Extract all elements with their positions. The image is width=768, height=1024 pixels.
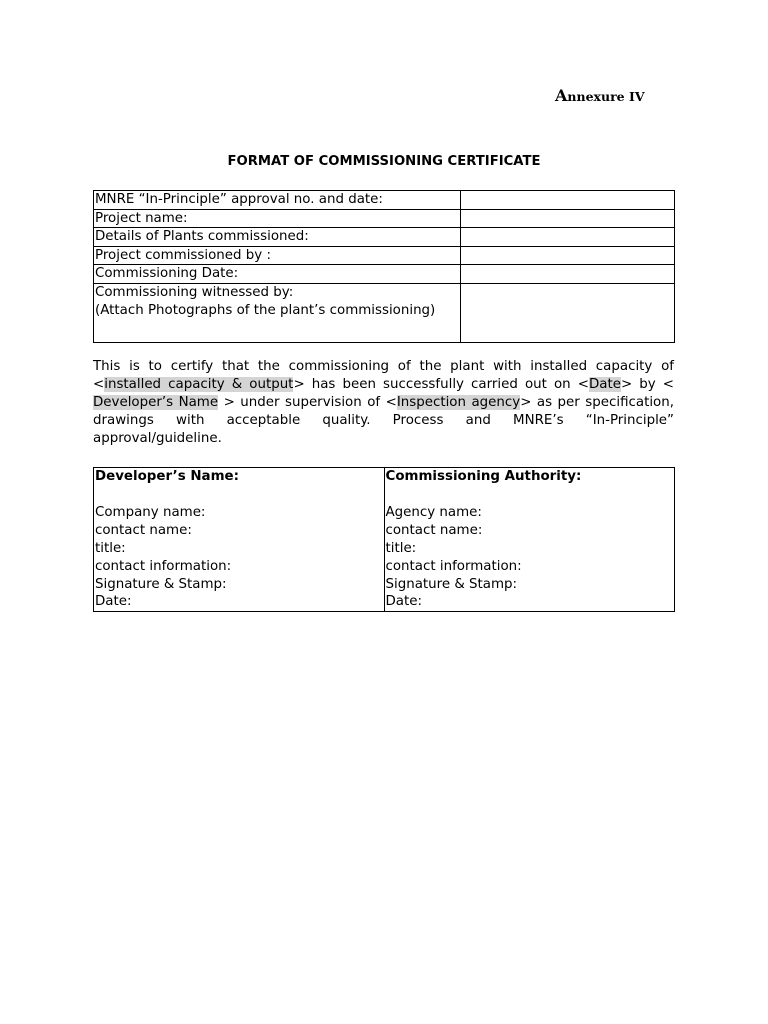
authority-heading: Commissioning Authority: <box>385 469 582 484</box>
plant-details-value-cell[interactable] <box>461 228 675 247</box>
cert-text-2: > has been successfully carried out on < <box>293 376 589 392</box>
approval-label: MNRE “In-Principle” approval no. and date: <box>94 191 461 210</box>
commissioning-date-value-cell[interactable] <box>461 265 675 284</box>
table-row <box>94 468 675 612</box>
field-inspection-agency[interactable]: Inspection agency <box>396 394 521 410</box>
authority-title-label: title: <box>385 540 417 556</box>
witness-label: Commissioning witnessed by: <box>95 284 294 300</box>
approval-value-cell[interactable] <box>461 191 675 210</box>
authority-contact-info-label: contact information: <box>385 558 522 574</box>
certification-paragraph <box>93 358 674 448</box>
annexure-rest: nnexure IV <box>567 89 645 104</box>
table-row <box>94 265 675 284</box>
developer-company-label: Company name: <box>95 504 206 520</box>
table-row <box>94 191 675 210</box>
project-name-label: Project name: <box>94 209 461 228</box>
developer-contact-label: contact name: <box>95 522 192 538</box>
details-table <box>93 190 675 343</box>
commissioned-by-value-cell[interactable] <box>461 246 675 265</box>
cert-text-3: > by < <box>620 376 674 392</box>
witness-value-cell[interactable] <box>461 283 675 342</box>
cert-text-4: > under supervision of < <box>218 394 397 410</box>
authority-cell[interactable] <box>384 468 675 612</box>
plant-details-label: Details of Plants commissioned: <box>94 228 461 247</box>
table-row <box>94 209 675 228</box>
table-row <box>94 283 675 342</box>
field-date[interactable]: Date <box>588 376 621 392</box>
developer-heading: Developer’s Name: <box>95 469 239 484</box>
signature-table <box>93 467 675 612</box>
table-row <box>94 246 675 265</box>
developer-cell[interactable] <box>94 468 385 612</box>
annexure-first-letter: A <box>555 86 568 105</box>
cert-text-1: This is to certify that the commissioning of the plant with installed capacity of < <box>93 359 674 392</box>
cert-text-5: > as per specification, drawings with acceptable quality. Process and MNRE’s “In-Principle” approval/guideline. <box>93 394 674 446</box>
developer-contact-info-label: contact information: <box>95 558 232 574</box>
developer-title-label: title: <box>95 540 126 556</box>
witness-note: (Attach Photographs of the plant’s commissioning) <box>95 302 436 318</box>
project-name-value-cell[interactable] <box>461 209 675 228</box>
document-title: FORMAT OF COMMISSIONING CERTIFICATE <box>227 154 541 169</box>
authority-signature-label: Signature & Stamp: <box>385 576 518 592</box>
authority-date-label: Date: <box>385 594 423 610</box>
field-installed-capacity[interactable]: installed capacity & output <box>104 376 294 392</box>
developer-date-label: Date: <box>95 594 132 610</box>
field-developer-name[interactable]: Developer’s Name <box>93 394 219 410</box>
annexure-label <box>555 86 645 105</box>
commissioned-by-label: Project commissioned by : <box>94 246 461 265</box>
table-row <box>94 228 675 247</box>
authority-contact-label: contact name: <box>385 522 483 538</box>
developer-signature-label: Signature & Stamp: <box>95 576 227 592</box>
authority-agency-label: Agency name: <box>385 504 482 520</box>
commissioning-date-label: Commissioning Date: <box>94 265 461 284</box>
witness-label-cell <box>94 283 461 342</box>
